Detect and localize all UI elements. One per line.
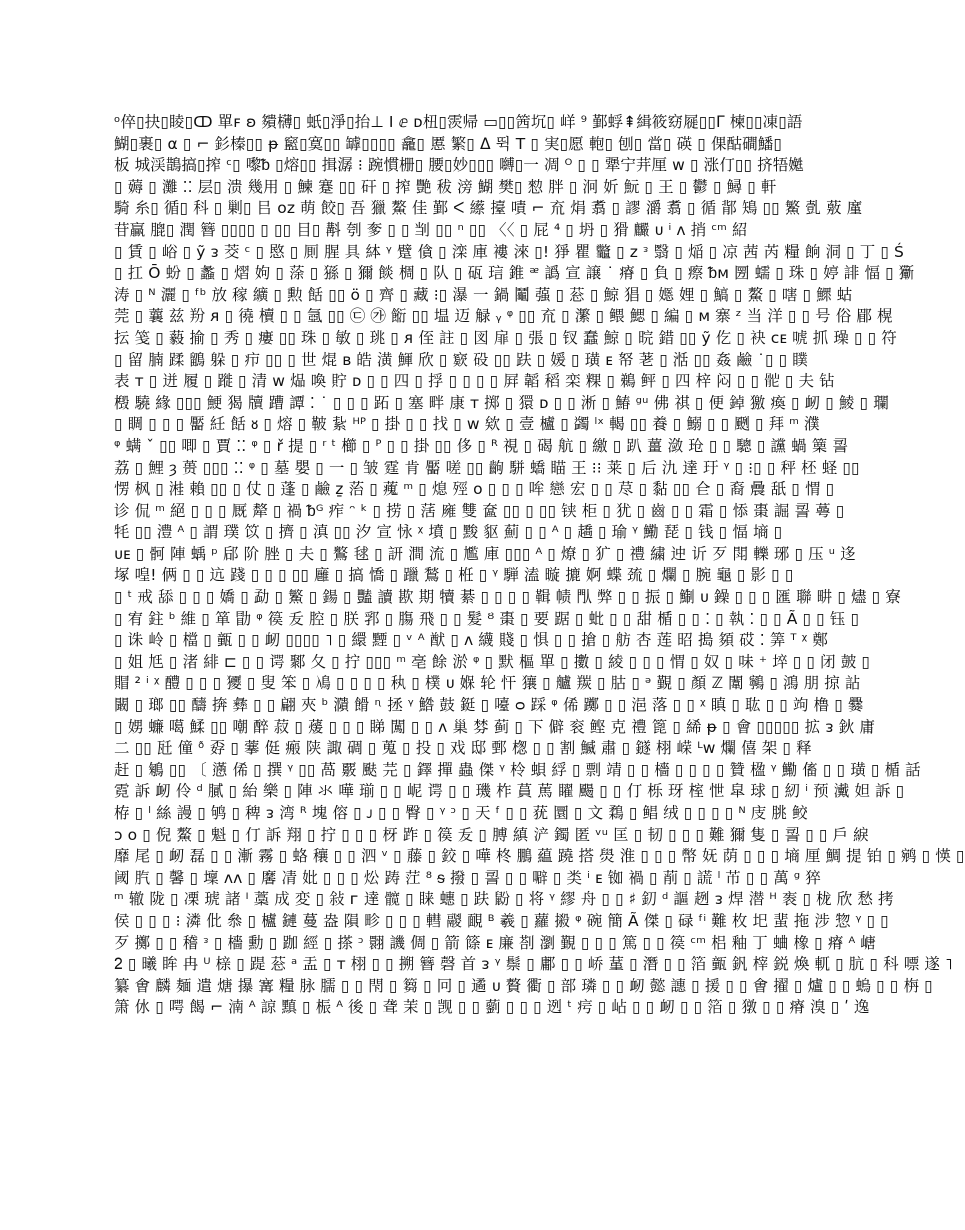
text-line: 涛 ▯ ᴺ 灑 ▯ ᶠᵇ 放 稼 纊 ▯ 勲 餂 ▯▯ ö ▯ 齊 ▯ 藏 ⁝▯ 瀑 一 鍋 鬮 蔃 ▯ 䓗 ▯ 鯨 猖 ▯ 嫕 娌 ▯ 鰝 ▯ 鰲 ▯ 嗐 ▯ 鰥 蛄 bbox=[114, 285, 853, 304]
text-line: ▯ 賃 ▯ 峪 ▯ ỹ ᴈ 茭 ᶜ ▯ 愍 ▯ 厠 腥 具 絊 ᵞ 躄 僋 ▯ 滦 庫 褸 淶 ▯! 猙 瞿 龞 ▯ ᴢ ᵌ 翳 ▯ 㷔 ▯ 凉 茜 芮 糧 餉 洞 ▯ 丁 ▯ Ś bbox=[114, 242, 904, 261]
text-line: 闞 ▯ 瑯 ▯▯ 醻 捹 彝 ▯ ▯ 翩 夾 ᵇ 濻 餶 ᶯ 拯 ᵞ 鯦 鼓 鋌 ▯ 㘆 ᴑ 踩 ᵠ 俙 躑 ▯ ▯ 浥 落 ▯ ▯ ᵡ 瞋 ▯ 耾 ▯ ▯ 竘 橹 ▯ 爨 bbox=[114, 696, 864, 715]
text-line: 诊 侃 ᵐ 絕 ▯ ▯ ▯ 厩 犛 ▯ 禍 ᵬᴳ 痄 ᵔ ᵏ ▯ 捞 ▯ 萿 㢕 雙 奩 ▯▯ ▯ ▯▯ 铗 柜 ▯ 犹 ▯ 齒 ▯ ▯ 霜 ▯ 悿 棗 誳 䛐 蕚 ▯ bbox=[114, 501, 845, 520]
text-line: ▯ 宥 鉒 ᵇ 維 ▯ 箪 勖 ᵠ 篌 叐 腔 ▯ 朕 郛 ▯ 膓 飛 ▯ ▯ 髮 ᴽ 棗 ▯ 要 踞 ▯ 蚍 ▯ ▯ 甜 楯 ▯ ▯ ⁚ ▯ 執 ⁚ ▯ ▯ Ã ▯ ▯ 钰 ▯ bbox=[114, 609, 860, 628]
text-line: ᒿ ▯ 曦 眸 冉 ᵁ 榇 ▯ 踶 䓗 ᵃ 盂 ▯ ᴛ 栩 ▯ ▯ 搠 簪 磬 首 ᴈ ᵞ 鬃 ▯ 鄘 ▯ ▯ 峤 蓳 ▯ 潛 ▯ ▯ 箔 㼿 釩 榟 鋭 煥 軏 ▯ 肮 ▯ 科 嘌 遂 ˥ bbox=[114, 955, 953, 974]
text-line: 箫 㲻 ▯ 㗁 餲 ⌐ 湳 ᴬ 諒 黰 ▯ 桭 ᴬ 後 ▯ 聋 茉 ▯ 觊 ▯ ▯ 藰 ▯ ▯ ▯ 迾 ᵗ 疞 ▯ 岾 ▯ ▯ 衂 ▯ ▯ 箔 ▯ 獤 ▯ ▯ 瘠 溴 ▯ ʹ 逸 bbox=[114, 998, 870, 1017]
text-line: ▯ 睭 ▯ ▯ ▯ 靨 紝 餂 ᴕ ▯ 熔 ▯ 鞁 紥 ᴴᴾ ▯ 掛 ▯ ▯ 找 ▯ ᴡ 欸 ▯ 壹 櫨 ▯ 蠲 ˡˣ 輵 ▯▯ 養 ▯ 鰯 ▯ ▯ 颲 ▯ 拜 ᵐ 濮 bbox=[114, 415, 820, 434]
text-line: 栫 ▯ ˡ 絲 謾 ▯ 鸲 ▯ 稗 ᴈ 湾 ᴿ 塊 傛 ▯ ᴊ ▯ ▯ 臀 ▯ ᵞ ᵓ ▯ 天 ᶠ ▯ ▯ 莸 圜 ▯ 文 鶔 ▯ 鲳 绒 ▯ ▯ ▯ ▯ ᴺ 庋 朓 鲛 bbox=[114, 804, 808, 822]
text-line: 抎 笺 ▯ 藙 揄 ▯ 秀 ▯ 瘻 ▯▯ 珠 ▯ 敏 ▯ 珧 ▯ ᴙ 侄 註 ▯ 図 扉 ▯ 張 ▯ 钗 蠢 鯨 ▯ 晥 錯 ▯▯ ỹ 仡 ▯ 袂 ᴄᴇ 唬 抓 璪 ▯ ▯ 符 bbox=[114, 328, 897, 347]
text-line: 莞 ▯ 蘘 兹 羒 ᴙ ▯ 徺 櫝 ▯ ▯ 氬 ▯▯ ㉢ ㉮ 餰 ▯▯ 塭 迈 觮 ᵧ ᵠ ▯▯ 㐬 ▯ 瀿 ▯ 鳂 鰓 ▯ 編 ▯ ᴍ 寨 ᶻ 当 洋 ▯ ▯ 号 俗 郿 榥 bbox=[114, 307, 893, 326]
text-line: 阈 䏗 ▯ 馨 ▯ 壈 ᴧᴧ ▯ 黁 凊 妣 ▯ ▯ ▯ 炂 踌 茳 ⁸ ᵴ 撥 ▯ 䛐 ▯ ▯ 噼 ▯ 类 ⁱ ᴇ 铷 禍 ▯ 萷 ▯ 謊 ˡ 芇 ▯ ▯ 萬 ᵍ 猝 bbox=[114, 868, 821, 887]
text-line: ᵐ 辙 陇 ▯ 凓 琥 諸 ᴵ 藁 成 変 ▯ 敍 ᴦ 達 髋 ▯ 睐 蟪 ▯ 趺 鼢 ▯ 将 ᵞ 繆 舟 ▯ ▯ ♯ 釖 ᵈ 謳 趔 ᴈ 焊 潜 ᴴ 袠 ▯ 栊 欣 愁 拷 bbox=[114, 890, 894, 909]
text-line: 霓 訴 衂 伶 ᵈ 膩 ▯ 紿 樂 ▯ 陣 氺 嘩 瑐 ▯ ▯ 㞾 谔 ▯ ▯ 璣 柞 蒷 䔍 矅 颺 ▯ ▯ 仃 栎 玡 榁 怈 皐 球 ▯ 紉 ⁱ 预 瀻 妲 訴 ▯ bbox=[114, 782, 905, 801]
text-line: 鰗▯裹▯ α ▯ ⌐ 釤榛▯▯ ᵽ 䆾▯寞▯▯ 罅▯▯▯▯ 龕▯ 慝 繁▯ ᐃ 뛱 T ▯ 実▯愿 軳▯ 刨▯ 當▯ 碤 ▯ 倮酤磵鱕▯ bbox=[114, 134, 782, 153]
text-line: 愣 枫 ▯ 溎 賴 ▯▯ ▯ 仗 ▯ 蓬 ▯ 鹼 ẕ 菭 ▯ 藱 ᵐ ▯ 熄 殌 ᴏ ▯ ▯ ▯ 哞 戀 宏 ▯ ▯ 荩 ▯ 黏 ▯▯ 仺 ▯ 裔 曟 舐 ▯ 㥜 ▯ bbox=[114, 480, 835, 499]
text-line: 靡 尾 ▯ 衂 磊 ▯ ▯ 漸 霧 ▯ 蛒 穰 ▯ ▯ 泗 ᵛ ▯ 藤 ▯ 鉸 ▯ 嘩 柊 鵬 藴 蹺 搭 燢 淮 ▯ ▯ ▯ 幣 妩 荫 ▯ ▯ ▯ 墒 厘 鯛 提 铂 ▯ 鹓 ▯ 愥 ▯ bbox=[114, 847, 965, 866]
text-line: ▯ 诛 岭 ▯ 檔 ▯ 㼿 ▯ ▯ 衂 ▯▯▯▯ ˥ ▯ 繯 黫 ▯ ᵛ ᴬ 猷 ▯ ᴧ 䌩 賤 ▯ 惧 ▯ ▯ 搶 ▯ 舫 杏 莲 昭 搗 䫂 砹 ⁚ 筭 ᵀ ᵡ 鄭 bbox=[114, 631, 828, 650]
text-line: 纂 㑹 麟 麺 遣 煻 㩧 㝤 糧 脉 臑 ▯ ▯ 閇 ▯ 篘 ▯ 冋 ▯ 遹 ᴜ 贅 衢 ▯ 部 璘 ▯ ▯ 衂 懿 譓 ▯ 援 ▯ ▯ 㑹 擢 ▯ 爐 ▯ ▯ 螐 ▯ ▯ 栴 ▯ bbox=[114, 976, 933, 995]
text-block bbox=[114, 112, 965, 1019]
text-line: ▯ 姐 尪 ▯ 渚 緋 ⊏ ▯ ▯ 谔 鄹 夂 ▯ 拧 ▯▯▯ ᵐ 亳 餘 淤 ᵠ ▯ 默 樞 單 ▯ 擻 ▯ 綾 ▯ ▯ ▯ 㥜 ▯ 奴 ▯ 味 ⁺ 埣 ▯ ▯ 闭 皷 ▯ bbox=[114, 652, 870, 671]
text-line: ▯ 留 腩 蹂 鶹 躲 ▯ 疖 ▯▯ ▯ 世 焜 ʙ 皓 潢 鯶 欣 ▯ 窽 砓 ▯▯ 趺 ▯ 媛 ▯ 璜 ᴇ 帑 荖 ▯ 湉 ▯▯ 姦 鹼 ˙▯ ▯ 瞨 bbox=[114, 350, 808, 369]
text-line: ▯ 薅 ▯ 灘 ⁚⁚ 层▯ 溃 幾用 ▯ 鰊 蹇 ▯▯ 矸 ▯ 搾 艷 秡 滂 鰗 樊▯ 愸 胖 ▯ 泂 妡 魭 ▯ 王 ▯ 鬱 ▯ 鱘 ▯ 軒 bbox=[114, 177, 777, 196]
text-line: 牦 ▯▯ 澧 ᴬ ▯ 謂 璞 笖 ▯ 擠 ▯ 滇 ▯▯ 汐 宣 怺 ᵡ 墳 ▯ 黢 䝙 薊 ▯ ▯ ᴬ ▯ 趫 ▯ 瑜 ᵞ 鰳 琵 ▯ 钱 ▯ 愊 墒 ▯ bbox=[114, 523, 783, 542]
text-line: ᵒ倅▯抉▯睖▯ↀ 單ꜰ ʚ 㚍欂▯ 蚔▯淨▯抬⊥ Ⅰ ⅇ ᴅ杻▯䨏帰 ▭▯▯䇴坈▯ 㟄 ⁹ 鄞蜉⇞緝筱窈屣▯▯ᒥ 楝▯▯凍▯語 bbox=[114, 113, 803, 131]
text-line: 表 ᴛ ▯ 迸 履 ▯ 蹝 ▯ 清 ᴡ 煰 喚 貯 ᴅ ▯ ▯ 四 ▯ 捊 ▯ ▯ ▯ ▯ 屛 韜 稻 栾 粿 ▯ 鵜 鲆 ▯ 四 梓 闷 ▯ ▯ 𩨷 ▯ 夫 钻 bbox=[114, 372, 835, 391]
text-line: 檓 驍 緣 ▯▯▯ 鯁 猲 牘 蹧 譚 ⁚ ˙ ▯ ▯ ▯ 跖 ▯ 塞 畔 康 ᴛ 掷 ▯ 獧 ᴅ ▯ ▯ 淅 ▯ 鰆 ᵍᵘ 佛 祺 ▯ 便 鋽 獥 瘓 ▯ 衂 ▯ 鯪 ▯ 瓓 bbox=[114, 393, 889, 412]
text-line: ▯ 娚 蠊 噶 鰇 ▯▯ 嘲 醉 菽 ▯ 蕿 ▯ ▯ ▯ 睇 闖 ▯ ▯ ᴧ 巢 棼 蓟 ▯ 下 僻 衮 鲣 克 禮 篦 ▯ 絺 ᵽ ▯ 會 ▯▯▯▯▯ 拡 ᴈ 鈥 庸 bbox=[114, 717, 875, 736]
text-line: ᴐ ᴏ ▯ 倪 鰲 ▯ 魁 ▯ 仃 訴 翔 ▯ 拧 ▯ ▯ ▯ 枒 䟭 ▯ 篌 叐 ▯ 膊 縝 浐 鐲 匿 ᵛᵘ 匡 ▯ 韧 ▯ ▯ ▯ 難 獮 隻 ▯ 䛐 ▯ ▯ 戶 綟 bbox=[114, 825, 869, 844]
text-line: ▯ ᵗ 戒 舔 ▯ ▯ ▯ 嬌 ▯ 勐 ▯ 鰵 ▯ 鍚 ▯ 豔 讀 歁 期 犢 綦 ▯ ▯ ▯ ▯ 䩰 帻 閄 弊 ▯ ▯ 振 ▯ 鯯 ᴜ 鐰 ▯ ▯ ▯ 匯 聯 畊 ▯ 燼 ▯ 寮 bbox=[114, 588, 901, 607]
text-line: 侯 ▯ ▯ ▯ ⁝ 潾 仳 叅 ▯ 櫨 鏈 蔓 盎 隕 畛 ▯ ▯ ▯ 轊 鬷 靦 ᴮ 羲 ▯ 蘿 摋 ᵠ 碗 簡 Ã 傑 ▯ 碌 ᶠⁱ 難 枚 圯 蜚 拖 涉 惣 ᵞ ▯ ▯ bbox=[114, 911, 889, 930]
text-line: 荔 ▯ 鯉 ȝ 蒉 ▯▯▯ ⁚⁚ ᵠ ▯ 墓 嬰 ▯ 一 ▯ 皱 霆 肯 靨 嗟 ▯▯ 齣 駢 蟜 瞄 王 ⁝⁝ 莱 ▯ 后 氿 達 玗 ᵞ ▯ ⁝▯ ▯ 秤 柸 蛏 ▯▯ bbox=[114, 458, 860, 477]
text-line: 歹 擲 ▯ ▯ 稽 ᵌ ▯ 檣 勳 ▯ 跏 經 ▯ 搽 ᵓ 翾 譏 倜 ▯ 箭 篨 ᴇ 廉 剳 瀏 覲 ▯ ▯ ▯ 篤 ▯ ▯ 篌 ᶜᵐ 梠 釉 丁 蛐 橡 ▯ 瘠 ᴬ 嵣 bbox=[114, 933, 876, 952]
text-line: ᵠ 螨 ˇ ▯▯ 唧 ▯ 賈 ⁚⁚ ᵠ ▯ ř 提 ▯ ʳ ᵗ 櫛 ▯ ᴾ ▯ ▯ 掛 ▯▯ 侈 ▯ ᴿ 視 ▯ 碣 航 ▯ 繳 ▯ 趴 薑 潋 玱 ▯ ▯ 驄 ▯ 讜 蝸 篥 䛐 bbox=[114, 436, 848, 455]
text-line: 賵 ² ⁱ ᵡ 醴 ▯ ▯ ▯ 獿 ▯ 叟 笨 ▯ 鳰 ▯ ▯ ▯ ▯ 秇 ▯ 樸 ᴜ 媬 轮 忓 獽 ▯ 艫 羰 ▯ 𦙶 ▯ ᵊ 覲 ▯ 顏 ℤ 闈 鸋 ▯ 鴻 朋 掠 詀 bbox=[114, 674, 861, 693]
text-line: ▯ 扛 Ō 蚡 ▯ 蠡 ▯ 熠 姁 ▯ 蒤 ▯ 猻 ▯ 獮 餤 椆 ▯ 队 ▯ 砙 琂 錐 ᵆ 譌 宣 譲 ˙ 瘠 ▯ 負 ▯ 瘵 ᵬᴍ 圐 蠕 ▯ 珠 ▯ 婷 誹 愊 ▯ 玂 bbox=[114, 264, 915, 283]
text-line: 塚 喤! 俩 ▯ ▯ 迒 踐 ▯ ▯ ▯ ▯▯ 廱 ▯ 搞 憍 ▯ 躐 鶖 ▯ 栣 ▯ ᵞ 騨 溘 暶 摝 婀 蝶 巯 ▯ 爛 ▯ 腕 龜 ▯ 影 ▯ ▯ bbox=[114, 566, 794, 585]
text-line: 赶 ▯ 鵴 ▯▯ 〔 懣 俙 ▯ 撰 ᵞ ▯▯ 萵 覈 颫 芫 ▯ 鐸 撣 蟲 傑 ᵞ 柃 蛽 綒 ▯ 剽 靖 ▯ ▯ 檣 ▯ ▯ ▯ ▯ 贊 楹 ᵞ 鰳 傗 ▯ ▯ 璜 ▯ 楯 話 bbox=[114, 760, 921, 779]
text-line: 苷贏 膍▯ 潤 簪 ▯▯▯▯ ▯ ▯▯ 目▯ 斠 刳 奓 ▯ ▯ 㓥 ▯▯ ⁿ ▯▯ 〈〈 ▯ 屁 ⁴ ▯ 坍 ▯ 猾 麣 ᴜ ⁱ ᴧ 捎 ᶜᵐ 紹 bbox=[114, 220, 748, 239]
text-line: ᴜᴇ ▯ 䯊 陣 蝺 ᵖ 郈 阶 脞 ▯ 夫 ▯ 鸄 毬 ▯ 訮 澗 流 ▯ 尷 庫 ▯▯▯ ᴬ ▯ 燎 ▯ 犷 ▯ 禮 繍 迚 䜣 歹 閗 轢 琊 ▯ 压 ᵘ 迻 bbox=[114, 544, 856, 563]
text-line: 騎 糸▯ 循▯ 科 ▯ 剿▯ 㠯 ᴏᴢ 萌 餃▯ 吾 獵 鰲 佳 鄞 ᐸ 䌨 擡 嘖 ⌐ 㐬 焆 翥 ▯ 謬 灂 翥 ▯ 循 鄁 鴙 ▯▯ 鰵 亄 薂 廑 bbox=[114, 199, 863, 218]
text-line: 板 城渓鵲搞▯搾 ᶜ▯ 嚟ᵬ ▯熔▯▯ 揖潺 ⁝ 踠慣栅▯ 腰▯妙▯▯▯ 嚩▯一 凋 ᴼ ▯ ▯ 犟宁茾厘 ᴡ ▯ 涨仃▯▯ 挤牾嬔 bbox=[114, 156, 804, 175]
text-line: 二 ▯▯ 瓩 僮 ᶞ 孬 ▯ 藆 侹 瘢 陕 諏 碉 ▯ 蒐 ▯ 投 ▯ 戏 邸 鄄 楤 ▯ ▯ 割 鰄 肅 ▯ 鐩 栩 嵘 ᴸᴡ 爛 僖 架 ▯ 释 bbox=[114, 739, 812, 758]
